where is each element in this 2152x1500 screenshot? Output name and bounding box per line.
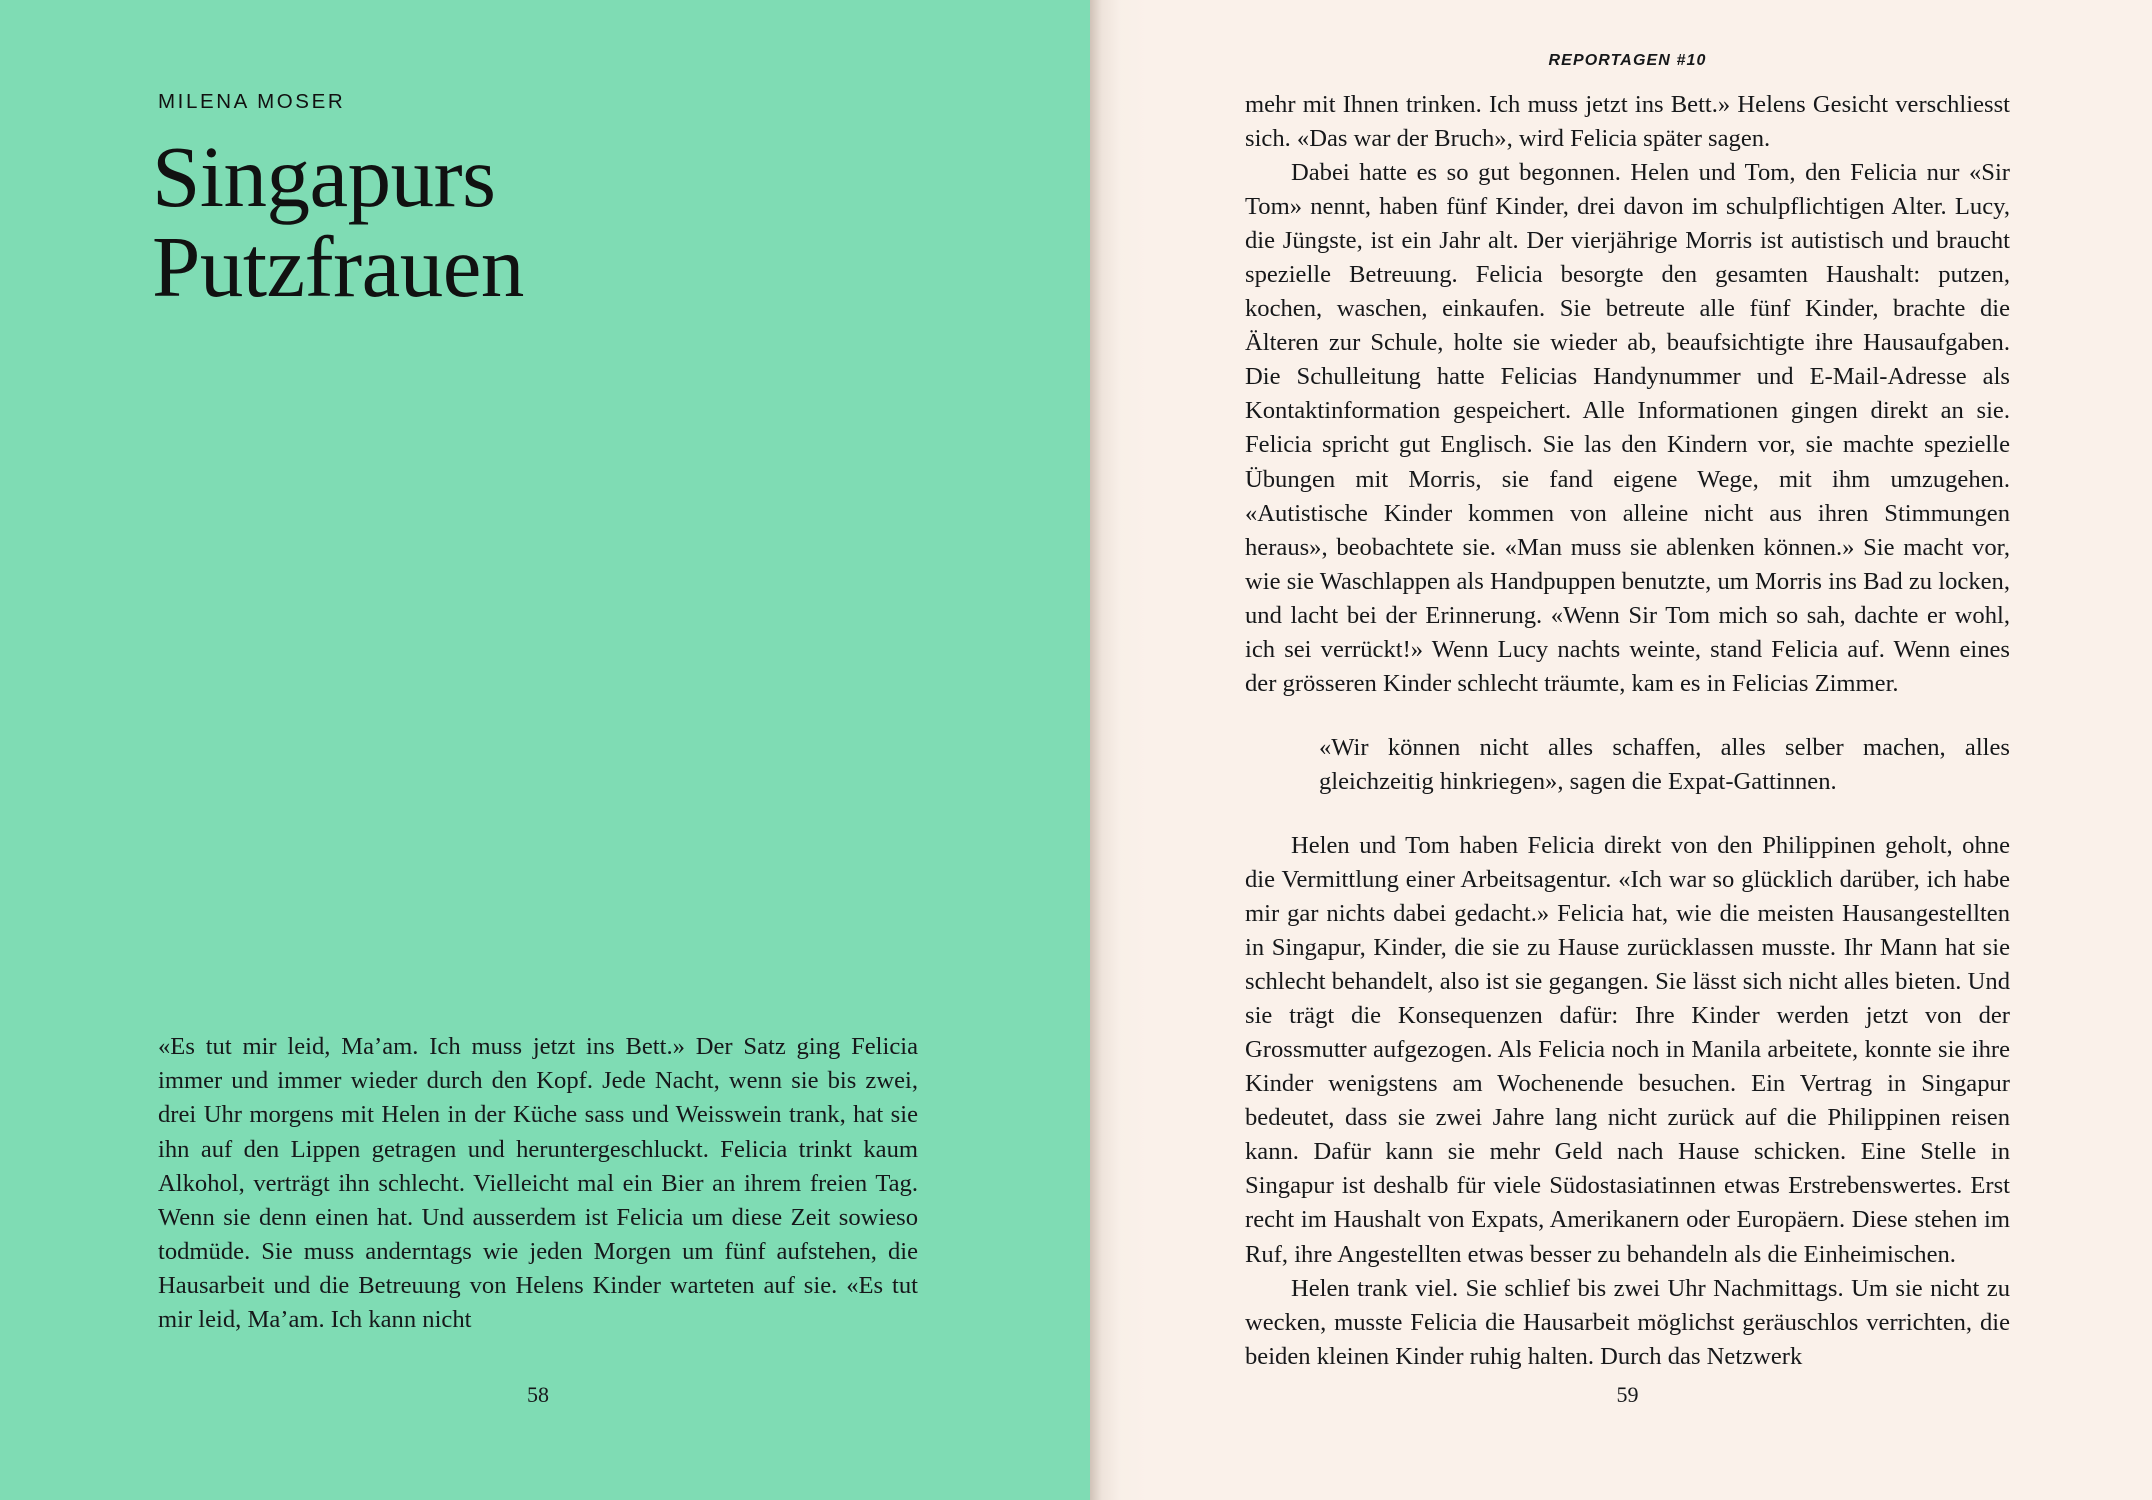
page-title xyxy=(152,128,942,315)
paragraph: mehr mit Ihnen trinken. Ich muss jetzt ins Bett.» Helens Gesicht verschliesst sich. «Das war der Bruch», wird Felicia später sagen. xyxy=(1245,91,2010,153)
right-page xyxy=(1090,0,2152,1500)
left-page-content xyxy=(152,0,918,1500)
pull-quote: «Wir können nicht alles schaffen, alles selber machen, alles gleichzeitig hinkriegen», sagen die Expat-Gattinnen. xyxy=(1319,733,2010,795)
running-head: REPORTAGEN #10 xyxy=(1548,52,1707,69)
right-body-text xyxy=(1245,88,2010,1374)
paragraph: Helen und Tom haben Felicia direkt von den Philippinen geholt, ohne die Vermittlung einer Arbeitsagentur. «Ich war so glücklich darüber, ich habe mir gar nichts dabei gedacht.» Felicia hat, wie die meisten Hausangestellten in Singapur, Kinder, die sie zu Hause zurücklassen musste. Ihr Mann hat sie schlecht behandelt, also ist sie gegangen. Sie lässt sich nicht alles bieten. Und sie trägt die Konsequenzen dafür: Ihre Kinder werden jetzt von der Grossmutter aufgezogen. Als Felicia noch in Manila arbeitete, konnte sie ihre Kinder wenigstens am Wochenende besuchen. Ein Vertrag in Singapur bedeutet, dass sie zwei Jahre lang nicht zurück auf die Philippinen reisen kann. Dafür kann sie mehr Geld nach Hause schicken. Eine Stelle in Singapur ist deshalb für viele Südostasiatinnen etwas Erstrebenswertes. Erst recht im Haushalt von Expats, Amerikanern oder Europäern. Diese stehen im Ruf, ihre Angestellten etwas besser zu behandeln als die Einheimischen. xyxy=(1245,831,2010,1268)
paragraph: Helen trank viel. Sie schlief bis zwei Uhr Nachmittags. Um sie nicht zu wecken, musste Felicia die Hausarbeit möglichst geräuschlos verrichten, die beiden kleinen Kinder ruhig halten. Durch das Netzwerk xyxy=(1245,1274,2010,1370)
page-title-line-2: Putzfrauen xyxy=(152,217,524,315)
page-number-left: 58 xyxy=(527,1382,549,1407)
page-title-line-1: Singapurs xyxy=(152,128,496,225)
right-page-content xyxy=(1245,0,2010,1500)
paragraph: Dabei hatte es so gut begonnen. Helen und Tom, den Felicia nur «Sir Tom» nennt, haben fünf Kinder, drei davon im schulpflichtigen Alter. Lucy, die Jüngste, ist ein Jahr alt. Der vierjährige Morris ist autistisch und braucht spezielle Betreuung. Felicia besorgte den gesamten Haushalt: putzen, kochen, waschen, einkaufen. Sie betreute alle fünf Kinder, brachte die Älteren zur Schule, holte sie wieder ab, beaufsichtigte ihre Hausaufgaben. Die Schulleitung hatte Felicias Handynummer und E-Mail-Adresse als Kontaktinformation gespeichert. Alle Informationen gingen direkt an sie. Felicia spricht gut Englisch. Sie las den Kindern vor, sie machte spezielle Übungen mit Morris, sie fand eigene Wege, mit ihm umzugehen. «Autistische Kinder kommen von alleine nicht aus ihren Stimmungen heraus», beobachtete sie. «Man muss sie ablenken können.» Sie macht vor, wie sie Waschlappen als Handpuppen benutzte, um Morris ins Bad zu locken, und lacht bei der Erinnerung. «Wenn Sir Tom mich so sah, dachte er wohl, ich sei verrückt!» Wenn Lucy nachts weinte, stand Felicia auf. Wenn eines der grösseren Kinder schlecht träumte, kam es in Felicias Zimmer. xyxy=(1245,159,2010,697)
page-number-right: 59 xyxy=(1616,1382,1639,1407)
left-body-text: «Es tut mir leid, Ma’am. Ich muss jetzt ins Bett.» Der Satz ging Felicia immer und immer wieder durch den Kopf. Jede Nacht, wenn sie bis zwei, drei Uhr morgens mit Helen in der Küche sass und Weisswein trank, hat sie ihn auf den Lippen getragen und heruntergeschluckt. Felicia trinkt kaum Alkohol, verträgt ihn schlecht. Vielleicht mal ein Bier an ihrem freien Tag. Wenn sie denn einen hat. Und ausserdem ist Felicia um diese Zeit sowieso todmüde. Sie muss anderntags wie jeden Morgen um fünf aufstehen, die Hausarbeit und die Betreuung von Helens Kinder warteten auf sie. «Es tut mir leid, Ma’am. Ich kann nicht xyxy=(158,1033,918,1334)
author-name: MILENA MOSER xyxy=(158,90,346,113)
